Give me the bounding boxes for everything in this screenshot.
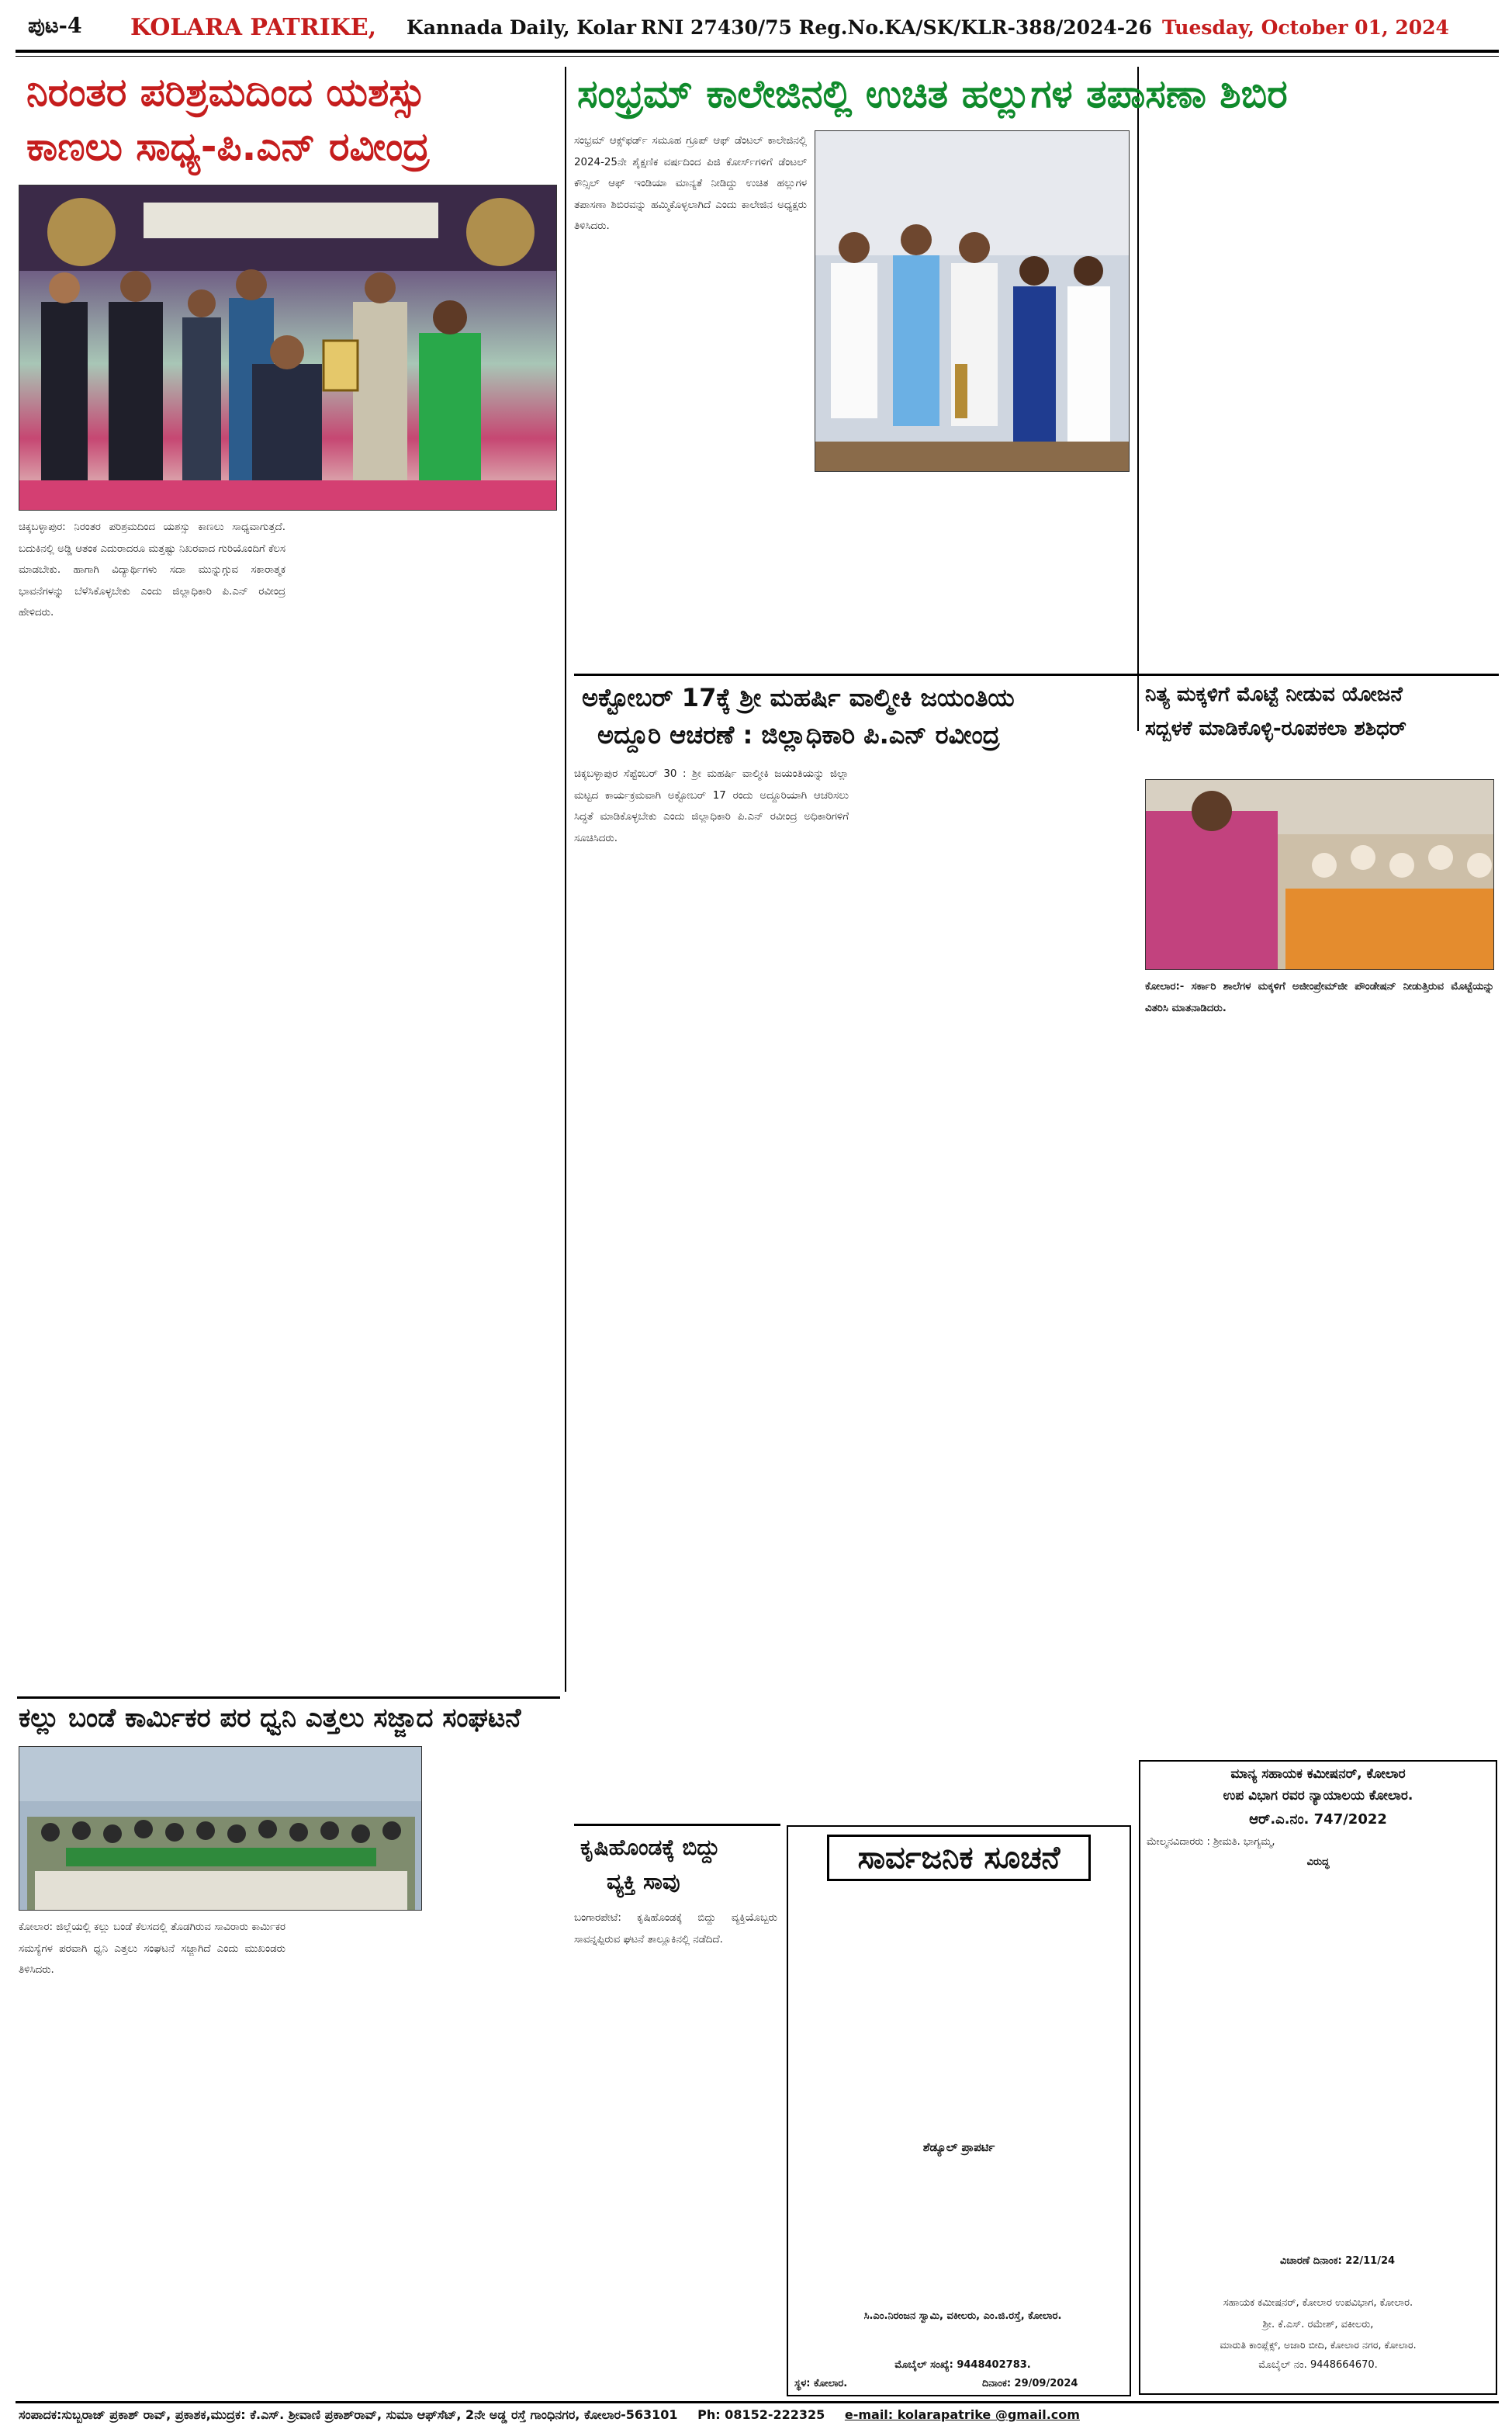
footer-imprint: ಸಂಪಾದಕ:ಸುಬ್ಬರಾಜ್ ಪ್ರಕಾಶ್ ರಾವ್, ಪ್ರಕಾಶಕ,ಮುದ್ರಕ: ಕೆ.ಎಸ್. ಶ್ರೀವಾಣಿ ಪ್ರಕಾಶ್‌ರಾವ್, ಸುಮಾ ಆಫ್‌ಸೆಟ್, 2ನೇ ಅಡ್ಡ ರಸ್ತೆ ಗಾಂಧಿನಗರ, ಕೋಲಾರ- — [19, 2407, 626, 2422]
court-body — [1147, 1876, 1490, 2249]
story2-body-left — [574, 130, 807, 664]
story3-lead: ಚಿಕ್ಕಬಳ್ಳಾಪುರ ಸೆಪ್ಟೆಂಬರ್ 30 : ಶ್ರೀ ಮಹರ್ಷಿ ವಾಲ್ಮೀಕಿ ಜಯಂತಿಯನ್ನು ಜಿಲ್ಲಾ ಮಟ್ಟದ ಕಾರ್ಯಕ್ರಮವಾಗಿ ಅಕ್ಟೋಬರ್ 17 ರಂದು ಅದ್ದೂರಿಯಾಗಿ ಆಚರಿಸಲು ಸಿದ್ಧತೆ ಮಾಡಿಕೊಳ್ಳಬೇಕು ಎಂದು ಜಿಲ್ಲಾಧಿಕಾರಿ ಪಿ.ಎನ್ ರವೀಂದ್ರ ಅಧಿಕಾರಿಗಳಿಗೆ ಸೂಚಿಸಿದರು. — [574, 768, 849, 844]
story1-photo — [19, 185, 557, 511]
issue-date: Tuesday, October 01, 2024 — [1162, 16, 1449, 39]
story4-caption: ಕೋಲಾರ:- ಸರ್ಕಾರಿ ಶಾಲೆಗಳ ಮಕ್ಕಳಿಗೆ ಅಜೀಂಪ್ರೇಮ್‌ಜೀ ಪೌಂಡೇಷನ್ ನೀಡುತ್ತಿರುವ ಮೊಟ್ಟೆಯನ್ನು ವಿತರಿಸಿ ಮಾತನಾಡಿದರು. — [1145, 981, 1494, 1014]
story6-headline-1: ಕೃಷಿಹೊಂಡಕ್ಕೆ ಬಿದ್ದು — [580, 1835, 720, 1860]
story2-body-right — [1147, 130, 1494, 664]
notice-title: ಸಾರ್ವಜನಿಕ ಸೂಚನೆ — [827, 1835, 1091, 1881]
story4-headline-1: ನಿತ್ಯ ಮಕ್ಕಳಿಗೆ ಮೊಟ್ಟೆ ನೀಡುವ ಯೋಜನೆ — [1145, 683, 1403, 706]
notice-schedule — [794, 2160, 1123, 2300]
court-advocate: ಶ್ರೀ. ಕೆ.ಎಸ್. ರಮೇಶ್, ವಕೀಲರು, — [1262, 2319, 1374, 2330]
story4-photo — [1145, 779, 1494, 970]
story2-headline: ಸಂಭ್ರಮ್ ಕಾಲೇಜಿನಲ್ಲಿ ಉಚಿತ ಹಲ್ಲುಗಳ ತಪಾಸಣಾ ಶಿಬಿರ — [577, 71, 1288, 116]
dental-camp-image — [815, 131, 1130, 472]
story1-body-col1 — [19, 517, 285, 1703]
story1-headline-1: ನಿರಂತರ ಪರಿಶ್ರಮದಿಂದ ಯಶಸ್ಸು — [26, 70, 426, 115]
story3-headline-2: ಅದ್ದೂರಿ ಆಚರಣೆ : ಜಿಲ್ಲಾಧಿಕಾರಿ ಪಿ.ಎನ್ ರವೀಂದ್ರ — [597, 720, 1000, 750]
court-notice — [1139, 1760, 1497, 2395]
award-ceremony-image — [19, 185, 557, 511]
court-appellant: ಮೇಲ್ಮನವಿದಾರರು : ಶ್ರೀಮತಿ. ಭಾಗ್ಯಮ್ಮ, — [1147, 1836, 1275, 1848]
notice-body — [794, 1894, 1123, 2134]
footer-pin: 563101 — [625, 2407, 678, 2422]
story2-lead: ಸಂಭ್ರಮ್ ಆಕ್ಸ್‌ಫರ್ಡ್ ಸಮೂಹ ಗ್ರೂಪ್ ಆಫ್ ಡೆಂಟಲ್ ಕಾಲೇಜಿನಲ್ಲಿ 2024-25ನೇ ಶೈಕ್ಷಣಿಕ ವರ್ಷದಿಂದ ಪಿಜಿ ಕೋರ್ಸ್‌ಗಳಿಗೆ ಡೆಂಟಲ್ ಕೌನ್ಸಿಲ್ ಆಫ್ ಇಂಡಿಯಾ ಮಾನ್ಯತೆ ನೀಡಿದ್ದು ಉಚಿತ ಹಲ್ಲುಗಳ ತಪಾಸಣಾ ಶಿಬಿರವನ್ನು ಹಮ್ಮಿಕೊಳ್ಳಲಾಗಿದೆ ಎಂದು ಕಾಲೇಜಿನ ಅಧ್ಯಕ್ಷರು ತಿಳಿಸಿದರು. — [574, 135, 807, 232]
masthead — [6, 14, 1506, 48]
story6-headline-2: ವ್ಯಕ್ತಿ ಸಾವು — [607, 1869, 680, 1894]
story6-rule — [574, 1824, 780, 1826]
public-notice — [787, 1825, 1131, 2396]
court-case-no: ಆರ್.ಎ.ನಂ. 747/2022 — [1249, 1811, 1387, 1828]
story1-headline-2: ಕಾಣಲು ಸಾಧ್ಯ-ಪಿ.ಎನ್ ರವೀಂದ್ರ — [26, 124, 430, 169]
story5-headline: ಕಲ್ಲು ಬಂಡೆ ಕಾರ್ಮಿಕರ ಪರ ಧ್ವನಿ ಎತ್ತಲು ಸಜ್ಜಾದ ಸಂಘಟನೆ — [19, 1703, 521, 1734]
registration: RNI 27430/75 Reg.No.KA/SK/KLR-388/2024-26 — [641, 16, 1152, 39]
column-rule-1 — [565, 67, 566, 1692]
notice-signature: ಸಿ.ಎಂ.ನಿರಂಜನ ಸ್ವಾಮಿ, ವಕೀಲರು, ಎಂ.ಜಿ.ರಸ್ತೆ, ಕೋಲಾರ. — [863, 2310, 1062, 2322]
story3-body-col2 — [856, 764, 1131, 1819]
story2-photo — [815, 130, 1130, 472]
notice-date: ದಿನಾಂಕ: 29/09/2024 — [982, 2378, 1078, 2389]
court-address: ಮಾರುತಿ ಕಾಂಪ್ಲೆಕ್ಸ್, ಅಜಾರಿ ಬೀದಿ, ಕೋಲಾರ ನಗರ, ಕೋಲಾರ. — [1220, 2339, 1417, 2351]
story2-body-under-photo — [815, 478, 1130, 664]
story4-body — [1145, 976, 1494, 1768]
story3-rule — [574, 674, 1137, 676]
paper-desc: Kannada Daily, Kolar — [407, 16, 636, 39]
paper-name: KOLARA PATRIKE, — [130, 14, 377, 41]
story4-rule — [1139, 674, 1499, 676]
court-title-1: ಮಾನ್ಯ ಸಹಾಯಕ ಕಮೀಷನರ್, ಕೋಲಾರ — [1230, 1766, 1406, 1782]
story3-body-col1 — [574, 764, 849, 1819]
story1-body-col2 — [293, 517, 557, 1703]
story3-headline-1: ಅಕ್ಟೋಬರ್ 17ಕ್ಕೆ ಶ್ರೀ ಮಹರ್ಷಿ ವಾಲ್ಮೀಕಿ ಜಯಂತಿಯ — [582, 683, 1015, 712]
column-rule-2 — [1137, 67, 1139, 731]
workers-group-image — [19, 1747, 422, 1911]
court-hearing: ವಿಚಾರಣೆ ದಿನಾಂಕ: 22/11/24 — [1280, 2255, 1396, 2267]
court-signature: ಸಹಾಯಕ ಕಮೀಷನರ್, ಕೋಲಾರ ಉಪವಿಭಾಗ, ಕೋಲಾರ. — [1223, 2297, 1413, 2309]
footer-rule — [16, 2401, 1499, 2403]
story5-lead: ಕೋಲಾರ: ಜಿಲ್ಲೆಯಲ್ಲಿ ಕಲ್ಲು ಬಂಡೆ ಕೆಲಸದಲ್ಲಿ ತೊಡಗಿರುವ ಸಾವಿರಾರು ಕಾರ್ಮಿಕರ ಸಮಸ್ಯೆಗಳ ಪರವಾಗಿ ಧ್ವನಿ ಎತ್ತಲು ಸಂಘಟನೆ ಸಜ್ಜಾಗಿದೆ ಎಂದು ಮುಖಂಡರು ತಿಳಿಸಿದರು. — [19, 1921, 285, 1976]
story6-lead: ಬಂಗಾರಪೇಟೆ: ಕೃಷಿಹೊಂಡಕ್ಕೆ ಬಿದ್ದು ವ್ಯಕ್ತಿಯೊಬ್ಬರು ಸಾವನ್ನಪ್ಪಿರುವ ಘಟನೆ ತಾಲ್ಲೂಕಿನಲ್ಲಿ ನಡೆದಿದೆ. — [574, 1912, 777, 1946]
court-vs: ವಿರುದ್ಧ — [1306, 1856, 1330, 1868]
court-mobile: ಮೊಬೈಲ್ ನಂ. 9448664670. — [1258, 2359, 1378, 2371]
story1-lead: ಚಿಕ್ಕಬಳ್ಳಾಪುರ: ನಿರಂತರ ಪರಿಶ್ರಮದಿಂದ ಯಶಸ್ಸು ಕಾಣಲು ಸಾಧ್ಯವಾಗುತ್ತದೆ. ಬದುಕಿನಲ್ಲಿ ಅಡ್ಡಿ ಆತಂಕ ಎದುರಾದರೂ ಮತ್ತಷ್ಟು ನಿಖರವಾದ ಗುರಿಯೊಂದಿಗೆ ಕೆಲಸ ಮಾಡಬೇಕು. ಹಾಗಾಗಿ ವಿದ್ಯಾರ್ಥಿಗಳು ಸದಾ ಮುನ್ನುಗ್ಗುವ ಸಕಾರಾತ್ಮಕ ಭಾವನೆಗಳನ್ನು ಬೆಳೆಸಿಕೊಳ್ಳಬೇಕು ಎಂದು ಜಿಲ್ಲಾಧಿಕಾರಿ ಪಿ.ಎನ್ ರವೀಂದ್ರ ಹೇಳಿದರು. — [19, 521, 285, 619]
story5-body-right — [431, 1746, 560, 1911]
footer-email: e-mail: kolarapatrike @gmail.com — [844, 2407, 1080, 2422]
story5-body-col1 — [19, 1917, 285, 2395]
page-number: ಪುಟ-4 — [28, 14, 82, 38]
notice-schedule-title: ಶೆಡ್ಯೂಲ್ ಪ್ರಾಪರ್ಟಿ — [922, 2140, 995, 2154]
footer — [19, 2407, 1496, 2426]
masthead-rule-thin — [16, 56, 1499, 57]
court-title-2: ಉಪ ವಿಭಾಗ ರವರ ನ್ಯಾಯಾಲಯ ಕೋಲಾರ. — [1223, 1788, 1413, 1804]
story4-headline-2: ಸದ್ಬಳಕೆ ಮಾಡಿಕೊಳ್ಳಿ-ರೂಪಕಲಾ ಶಶಿಧರ್ — [1145, 717, 1406, 740]
story6-body — [574, 1908, 777, 2395]
notice-mobile: ಮೊಬೈಲ್ ಸಂಖ್ಯೆ: 9448402783. — [894, 2359, 1031, 2371]
masthead-rule — [16, 50, 1499, 53]
story5-photo — [19, 1746, 422, 1911]
notice-place: ಸ್ಥಳ: ಕೋಲಾರ. — [794, 2378, 848, 2389]
children-meal-image — [1146, 780, 1494, 970]
footer-phone: Ph: 08152-222325 — [697, 2407, 825, 2422]
story5-rule — [17, 1696, 560, 1699]
story5-body-col2 — [293, 1917, 560, 2395]
